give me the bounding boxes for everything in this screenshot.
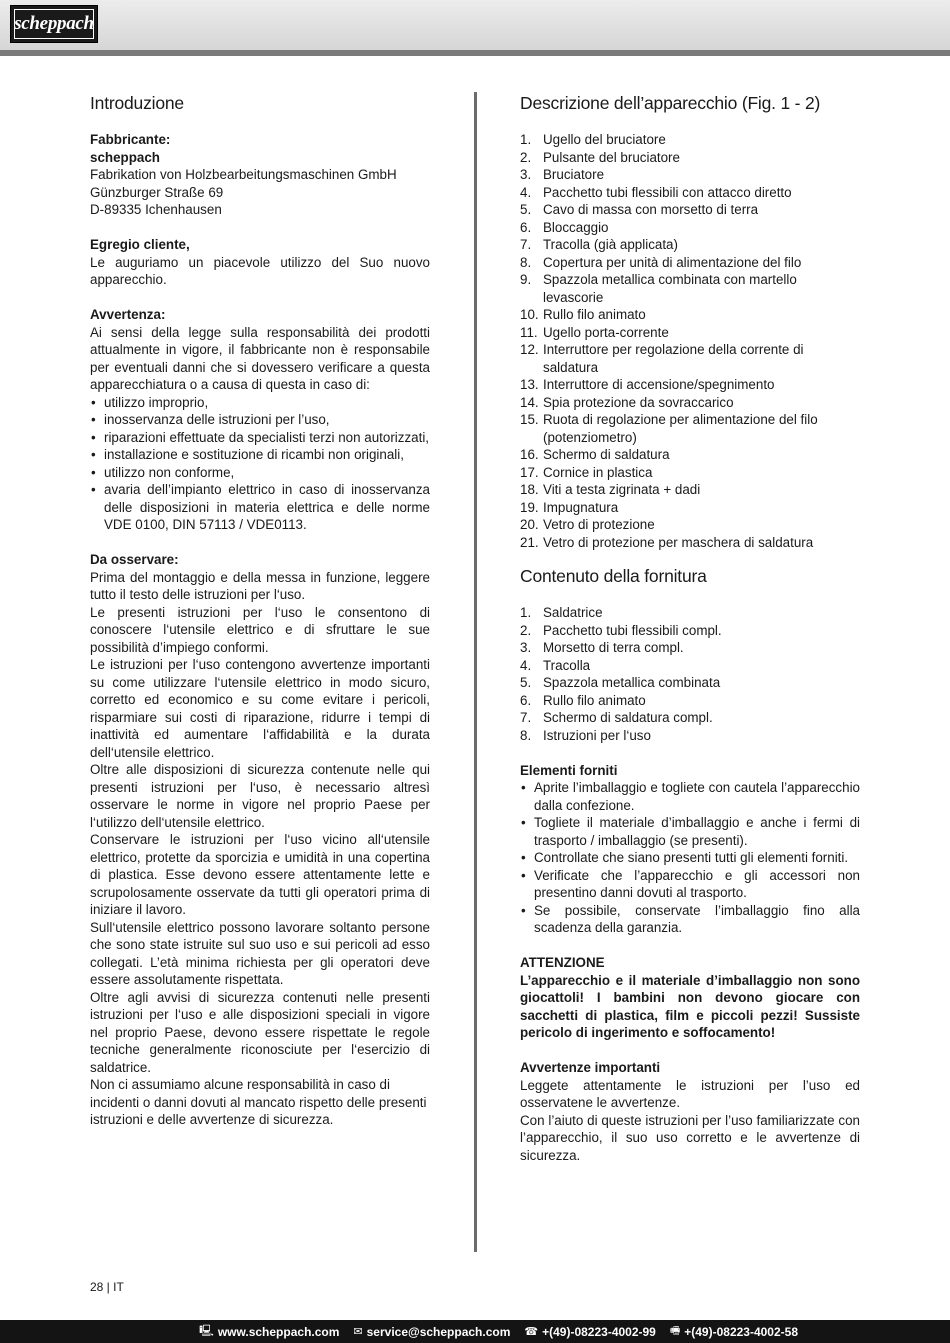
item-text: Spazzola metallica combinata con martello levascorie bbox=[543, 272, 797, 305]
phone-number[interactable]: +(49)-08223-4002-99 bbox=[542, 1324, 656, 1339]
list-item bbox=[520, 604, 860, 622]
item-number: 18. bbox=[520, 482, 539, 497]
item-number: 17. bbox=[520, 464, 539, 480]
observe-paragraph: Conservare le istruzioni per l‘uso vicino all‘utensile elettrico, protette da sporcizia e umidità in una copertina di plastica. Esse devono essere attentamente lette e scrupolosamente osservate da tutti gli operatori prima di iniziare il lavoro. bbox=[90, 832, 430, 917]
observe-paragraph: Oltre alle disposizioni di sicurezza contenute nelle qui presenti istruzioni per l‘uso, è necessario altresì osservare le norme in vigore nel proprio Paese per l‘utilizzo dell‘utensile elettrico. bbox=[90, 762, 430, 830]
item-number: 1. bbox=[520, 132, 532, 147]
list-item bbox=[520, 149, 860, 167]
item-text: Viti a testa zigrinata + dadi bbox=[543, 482, 701, 497]
warning-text: Ai sensi della legge sulla responsabilità dei prodotti attualmente in vigore, il fabbricante non è responsabile per eventuali danni che si dovessero verificare a questa apparecchiatura o a causa di questa in caso di: bbox=[90, 324, 430, 392]
intro-title: Introduzione bbox=[90, 93, 184, 113]
warning-label: Avvertenza: bbox=[90, 307, 166, 322]
left-column bbox=[90, 92, 430, 1129]
item-text: Cavo di massa con morsetto di terra bbox=[543, 202, 759, 217]
item-number: 20. bbox=[520, 517, 539, 532]
item-number: 8. bbox=[520, 727, 532, 743]
list-item bbox=[520, 131, 860, 149]
email-link[interactable]: service@scheppach.com bbox=[366, 1324, 511, 1339]
column-divider bbox=[474, 92, 477, 1252]
item-text: Morsetto di terra compl. bbox=[543, 640, 684, 655]
item-text: Spia protezione da sovraccarico bbox=[543, 394, 734, 410]
item-number: 10. bbox=[520, 307, 539, 322]
item-text: Ugello porta-corrente bbox=[543, 324, 669, 340]
item-text: Interruttore di accensione/spegnimento bbox=[543, 377, 775, 392]
list-item bbox=[520, 727, 860, 745]
address-line: D-89335 Ichenhausen bbox=[90, 202, 222, 217]
greeting-text: Le auguriamo un piacevole utilizzo del Suo nuovo apparecchio. bbox=[90, 254, 430, 287]
list-item bbox=[520, 657, 860, 675]
item-text: Ugello del bruciatore bbox=[543, 132, 666, 147]
list-item bbox=[520, 674, 860, 692]
supply-title: Contenuto della fornitura bbox=[520, 566, 707, 586]
observe-paragraph: Prima del montaggio e della messa in funzione, leggere tutto il testo delle istruzioni per l‘uso. bbox=[90, 569, 430, 602]
list-item bbox=[520, 446, 860, 464]
list-item bbox=[520, 534, 860, 552]
item-number: 4. bbox=[520, 184, 532, 200]
item-text: Bruciatore bbox=[543, 167, 605, 182]
list-item bbox=[520, 201, 860, 219]
observe-paragraph: Non ci assumiamo alcune responsabilità in caso di incidenti o danni dovuti al mancato rispetto delle presenti istruzioni e delle avvertenze di sicurezza. bbox=[90, 1077, 427, 1127]
manufacturer-label: Fabbricante: bbox=[90, 132, 171, 147]
manufacturer-name: scheppach bbox=[90, 149, 160, 165]
item-text: Interruttore per regolazione della corrente di saldatura bbox=[543, 342, 804, 375]
scheppach-logo[interactable] bbox=[10, 5, 98, 43]
attention-text: L’apparecchio e il materiale d’imballaggio non sono giocattoli! I bambini non devono giocare con sacchetti di plastica, film e piccoli pezzi! Sussiste pericolo di ingerimento e soffocamento! bbox=[520, 972, 860, 1040]
item-text: Impugnatura bbox=[543, 499, 619, 515]
header-divider bbox=[0, 50, 950, 56]
list-item bbox=[520, 692, 860, 710]
logo-text: scheppach bbox=[14, 13, 94, 34]
item-number: 4. bbox=[520, 657, 532, 673]
observe-paragraph: Oltre agli avvisi di sicurezza contenuti nelle presenti istruzioni per l‘uso e alle disposizioni speciali in vigore nel proprio Paese, devono essere rispettate le regole tecniche generalmente riconosciute per l‘esercizio di saldatrice. bbox=[90, 989, 430, 1075]
item-number: 6. bbox=[520, 219, 532, 235]
item-text: Rullo filo animato bbox=[543, 307, 646, 322]
item-number: 21. bbox=[520, 534, 539, 550]
list-item: • installazione e sostituzione di ricambi non originali, bbox=[90, 446, 430, 464]
item-text: Pulsante del bruciatore bbox=[543, 149, 680, 165]
item-number: 11. bbox=[520, 324, 538, 340]
item-number: 15. bbox=[520, 412, 539, 427]
observe-label: Da osservare: bbox=[90, 552, 179, 567]
list-item bbox=[520, 499, 860, 517]
list-item bbox=[520, 709, 860, 727]
important-paragraph: Leggete attentamente le istruzioni per l’uso ed osservatene le avvertenze. bbox=[520, 1077, 860, 1110]
fax-icon: 🖷 bbox=[669, 1325, 681, 1337]
list-item bbox=[520, 341, 860, 376]
warning-list bbox=[90, 394, 430, 534]
item-number: 12. bbox=[520, 342, 539, 357]
description-title: Descrizione dell’apparecchio (Fig. 1 - 2) bbox=[520, 93, 821, 113]
elements-list bbox=[520, 779, 860, 937]
list-item bbox=[520, 464, 860, 482]
list-item: • avaria dell’impianto elettrico in caso di inosservanza delle disposizioni in materia elettrica e delle norme VDE 0100, DIN 57113 / VDE0113. bbox=[90, 481, 430, 534]
item-number: 3. bbox=[520, 640, 532, 655]
list-item bbox=[520, 622, 860, 640]
item-number: 16. bbox=[520, 447, 539, 462]
item-text: Istruzioni per l‘uso bbox=[543, 727, 651, 743]
list-item bbox=[520, 376, 860, 394]
item-number: 5. bbox=[520, 202, 532, 217]
list-item bbox=[520, 324, 860, 342]
footer-phone[interactable] bbox=[524, 1325, 655, 1339]
item-text: Bloccaggio bbox=[543, 219, 609, 235]
elements-label: Elementi forniti bbox=[520, 762, 618, 778]
phone-icon: ☎ bbox=[524, 1326, 539, 1338]
item-text: Spazzola metallica combinata bbox=[543, 675, 721, 690]
item-text: Schermo di saldatura bbox=[543, 447, 670, 462]
list-item bbox=[520, 236, 860, 254]
list-item: • inosservanza delle istruzioni per l’uso, bbox=[90, 411, 430, 429]
list-item bbox=[520, 271, 860, 306]
footer-bar bbox=[0, 1320, 950, 1343]
important-label: Avvertenze importanti bbox=[520, 1060, 661, 1075]
item-text: Cornice in plastica bbox=[543, 464, 653, 480]
item-text: Pacchetto tubi flessibili compl. bbox=[543, 622, 722, 638]
list-item: • Controllate che siano presenti tutti gli elementi forniti. bbox=[520, 849, 860, 867]
item-number: 2. bbox=[520, 622, 532, 638]
item-number: 19. bbox=[520, 499, 539, 515]
page-number: 28 | IT bbox=[90, 1280, 124, 1294]
list-item bbox=[520, 184, 860, 202]
item-text: Vetro di protezione per maschera di saldatura bbox=[543, 534, 814, 550]
important-paragraph: Con l’aiuto di queste istruzioni per l’uso familiarizzate con l’apparecchio, il suo uso corretto e le avvertenze di sicurezza. bbox=[520, 1112, 860, 1163]
website-link[interactable]: www.scheppach.com bbox=[217, 1324, 340, 1339]
header-bar bbox=[0, 0, 950, 50]
item-text: Tracolla (già applicata) bbox=[543, 237, 678, 252]
list-item bbox=[520, 166, 860, 184]
item-text: Saldatrice bbox=[543, 605, 603, 620]
list-item: • utilizzo non conforme, bbox=[90, 464, 430, 482]
item-number: 3. bbox=[520, 167, 532, 182]
item-text: Pacchetto tubi flessibili con attacco diretto bbox=[543, 184, 792, 200]
greeting-label: Egregio cliente, bbox=[90, 237, 190, 252]
list-item: • Verificate che l’apparecchio e gli accessori non presentino danni dovuti al trasporto. bbox=[520, 867, 860, 902]
item-number: 8. bbox=[520, 254, 532, 270]
list-item: • Aprite l’imballaggio e togliete con cautela l’apparecchio dalla confezione. bbox=[520, 779, 860, 814]
address-line: Fabrikation von Holzbearbeitungsmaschinen GmbH bbox=[90, 167, 397, 182]
fax-number[interactable]: +(49)-08223-4002-58 bbox=[684, 1324, 798, 1339]
footer-fax[interactable] bbox=[670, 1322, 798, 1341]
list-item: • Togliete il materiale d’imballaggio e anche i fermi di trasporto / imballaggio (se presenti). bbox=[520, 814, 860, 849]
list-item: • utilizzo improprio, bbox=[90, 394, 430, 412]
list-item bbox=[520, 254, 860, 272]
item-text: Vetro di protezione bbox=[543, 517, 655, 532]
item-text: Ruota di regolazione per alimentazione del filo (potenziometro) bbox=[543, 412, 818, 445]
computer-icon: 🖳 bbox=[199, 1325, 214, 1337]
item-text: Tracolla bbox=[543, 657, 591, 673]
item-text: Schermo di saldatura compl. bbox=[543, 710, 713, 725]
list-item bbox=[520, 481, 860, 499]
item-number: 14. bbox=[520, 394, 539, 410]
list-item bbox=[520, 516, 860, 534]
address-line: Günzburger Straße 69 bbox=[90, 184, 224, 200]
item-text: Copertura per unità di alimentazione del filo bbox=[543, 254, 802, 270]
item-number: 9. bbox=[520, 272, 532, 287]
mail-icon: ✉ bbox=[353, 1326, 363, 1338]
list-item bbox=[520, 394, 860, 412]
list-item bbox=[520, 219, 860, 237]
footer-email[interactable] bbox=[353, 1325, 510, 1339]
item-number: 5. bbox=[520, 675, 532, 690]
list-item bbox=[520, 411, 860, 446]
description-list bbox=[520, 131, 860, 551]
list-item bbox=[520, 306, 860, 324]
item-number: 13. bbox=[520, 377, 539, 392]
item-number: 6. bbox=[520, 692, 532, 708]
list-item: • Se possibile, conservate l’imballaggio fino alla scadenza della garanzia. bbox=[520, 902, 860, 937]
supply-list bbox=[520, 604, 860, 744]
item-text: Rullo filo animato bbox=[543, 692, 646, 708]
observe-paragraph: Sull‘utensile elettrico possono lavorare soltanto persone che sono state istruite sul suo uso e sui pericoli ad esso collegati. L’età minima richiesta per gli operatori deve essere assolutamente rispettata. bbox=[90, 919, 430, 987]
list-item bbox=[520, 639, 860, 657]
right-column bbox=[520, 92, 860, 1164]
item-number: 2. bbox=[520, 149, 532, 165]
item-number: 1. bbox=[520, 605, 532, 620]
observe-paragraph: Le presenti istruzioni per l‘uso le consentono di conoscere l‘utensile elettrico e di sfruttare le sue possibilità d’impiego conformi. bbox=[90, 604, 430, 655]
item-number: 7. bbox=[520, 237, 532, 252]
item-number: 7. bbox=[520, 710, 532, 725]
list-item: • riparazioni effettuate da specialisti terzi non autorizzati, bbox=[90, 429, 430, 447]
footer-website[interactable] bbox=[199, 1322, 339, 1341]
attention-label: ATTENZIONE bbox=[520, 955, 605, 970]
observe-paragraph: Le istruzioni per l‘uso contengono avvertenze importanti su come utilizzare l‘utensile elettrico in modo sicuro, corretto ed economico e su come evitare i pericoli, risparmiare sui costi di riparazione, ridurre i tempi di inattività ed aumentare l‘affidabilità e la durata dell‘utensile elettrico. bbox=[90, 657, 430, 760]
